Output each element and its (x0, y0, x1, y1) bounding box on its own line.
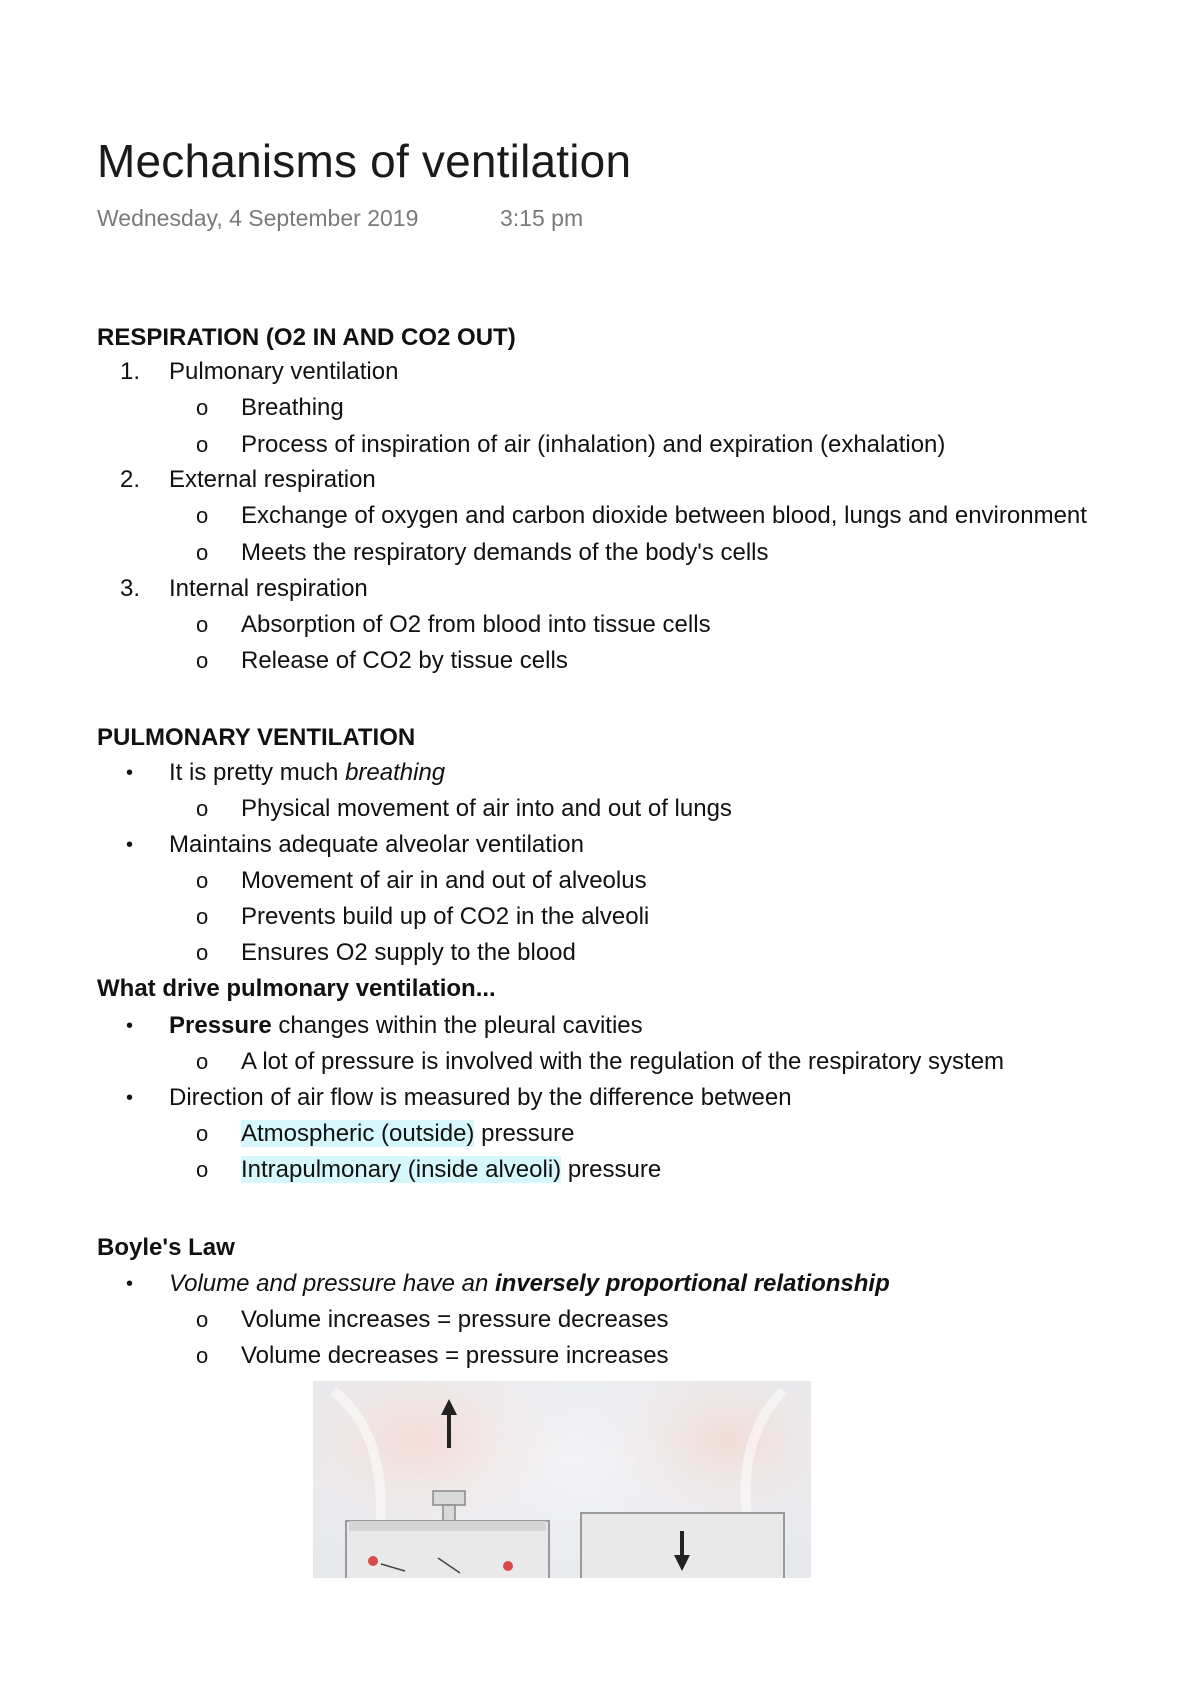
circle-bullet-icon: o (196, 540, 209, 565)
circle-bullet-icon: o (196, 1307, 209, 1332)
page-time: 3:15 pm (500, 205, 584, 231)
bullet-icon: • (126, 1015, 134, 1037)
bullet-icon: • (126, 1273, 134, 1295)
circle-bullet-icon: o (196, 1343, 209, 1368)
section-heading-respiration: RESPIRATION (O2 IN AND CO2 OUT) (97, 324, 516, 351)
circle-bullet-icon: o (196, 796, 209, 821)
list-item (169, 1269, 890, 1299)
list-item: Pulmonary ventilation (169, 358, 399, 385)
section-heading-pulmonary: PULMONARY VENTILATION (97, 724, 416, 751)
circle-bullet-icon: o (196, 612, 209, 637)
list-item: Internal respiration (169, 575, 368, 602)
emphasis-text: inversely proportional relationship (494, 1270, 890, 1297)
section-heading-boyle: Boyle's Law (97, 1234, 235, 1261)
circle-bullet-icon: o (196, 395, 209, 420)
bullet-icon: • (126, 834, 134, 856)
list-subitem: Movement of air in and out of alveolus (241, 867, 647, 894)
emphasis-text: breathing (345, 759, 446, 786)
emphasis-text: Volume and pressure have an (169, 1270, 495, 1297)
list-subitem: Physical movement of air into and out of lungs (241, 795, 732, 822)
list-subitem: Process of inspiration of air (inhalation) and expiration (exhalation) (241, 431, 946, 458)
circle-bullet-icon: o (196, 503, 209, 528)
list-subitem: Prevents build up of CO2 in the alveoli (241, 903, 650, 930)
list-subitem: Absorption of O2 from blood into tissue cells (241, 611, 711, 638)
highlighted-text: Intrapulmonary (inside alveoli) (241, 1156, 562, 1183)
circle-bullet-icon: o (196, 1157, 209, 1182)
circle-bullet-icon: o (196, 1121, 209, 1146)
text-run: pressure (561, 1156, 662, 1183)
section-heading-drive: What drive pulmonary ventilation... (97, 975, 496, 1002)
list-number: 1. (119, 358, 140, 385)
circle-bullet-icon: o (196, 904, 209, 929)
circle-bullet-icon: o (196, 648, 209, 673)
list-subitem: Breathing (241, 394, 344, 421)
page-title: Mechanisms of ventilation (97, 135, 632, 187)
list-subitem: A lot of pressure is involved with the regulation of the respiratory system (241, 1048, 1005, 1075)
list-subitem: Meets the respiratory demands of the body's cells (241, 539, 769, 566)
list-item: External respiration (169, 466, 376, 493)
list-item: Maintains adequate alveolar ventilation (169, 831, 584, 858)
list-subitem: Exchange of oxygen and carbon dioxide between blood, lungs and environment (241, 502, 1087, 529)
list-subitem (241, 1119, 574, 1149)
text-run: It is pretty much (169, 759, 346, 786)
circle-bullet-icon: o (196, 432, 209, 457)
text-run: changes within the pleural cavities (271, 1012, 643, 1039)
page-date: Wednesday, 4 September 2019 (97, 205, 419, 231)
list-subitem (241, 1155, 661, 1185)
right-container (581, 1513, 784, 1578)
list-subitem: Volume decreases = pressure increases (241, 1342, 669, 1369)
emphasis-text: Pressure (169, 1012, 272, 1039)
text-run: pressure (474, 1120, 575, 1147)
highlighted-text: Atmospheric (outside) (241, 1120, 475, 1147)
bullet-icon: • (126, 762, 134, 784)
list-subitem: Volume increases = pressure decreases (241, 1306, 669, 1333)
circle-bullet-icon: o (196, 868, 209, 893)
list-item (169, 1011, 643, 1041)
list-number: 3. (119, 575, 140, 602)
list-number: 2. (119, 466, 140, 493)
list-subitem: Release of CO2 by tissue cells (241, 647, 568, 674)
list-item (169, 758, 445, 788)
circle-bullet-icon: o (196, 1049, 209, 1074)
circle-bullet-icon: o (196, 940, 209, 965)
boyles-law-figure (313, 1381, 811, 1578)
piston-illustration (313, 1381, 811, 1578)
list-item: Direction of air flow is measured by the difference between (169, 1084, 792, 1111)
list-subitem: Ensures O2 supply to the blood (241, 939, 576, 966)
bullet-icon: • (126, 1087, 134, 1109)
